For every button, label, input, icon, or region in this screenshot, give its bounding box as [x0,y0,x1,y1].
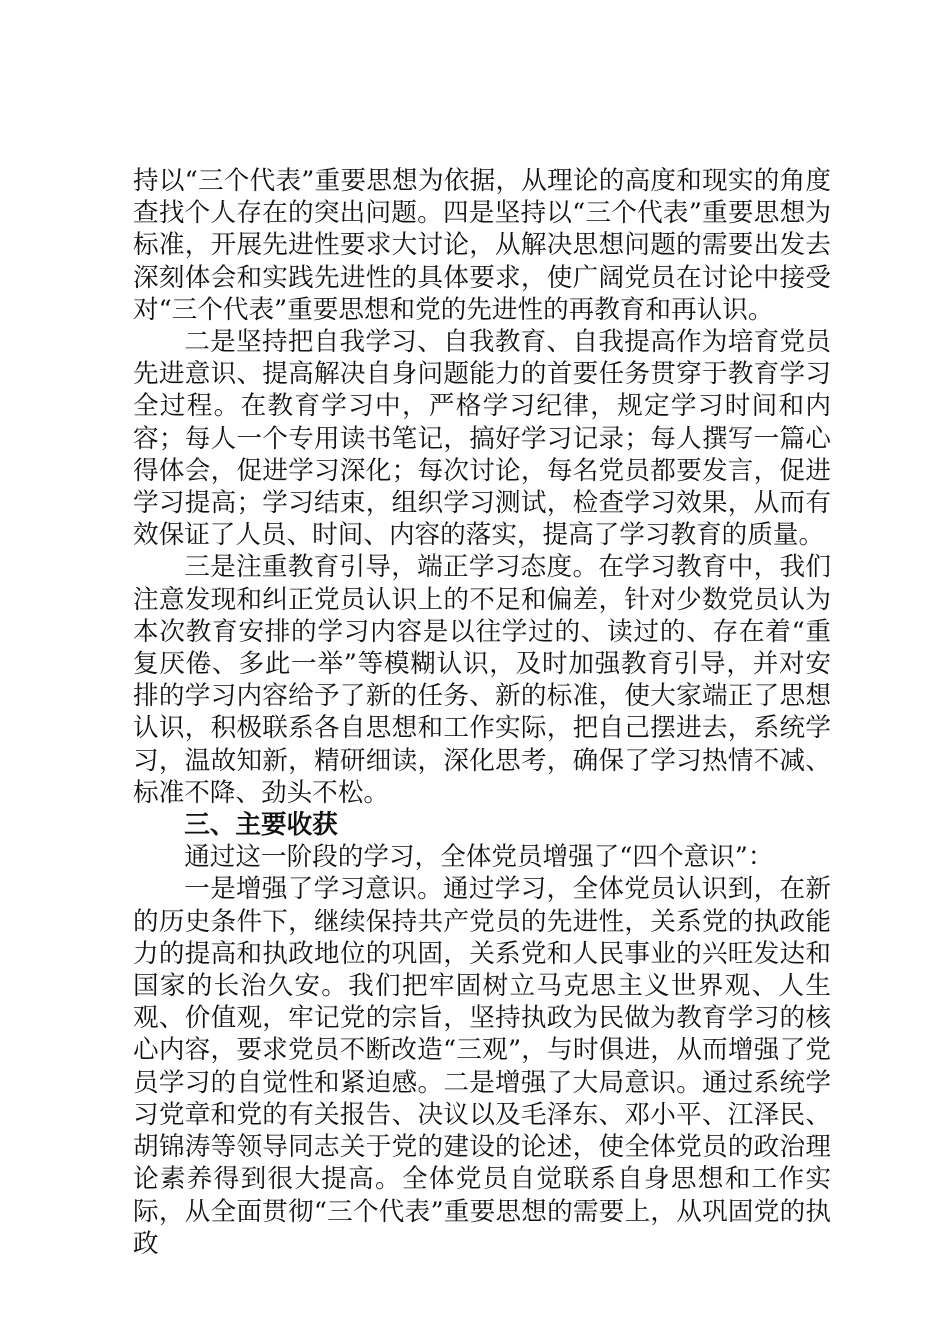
document-body [133,165,831,1260]
paragraph-four-consciousness-intro: 通过这一阶段的学习，全体党员增强了“四个意识”： [184,842,774,873]
section-heading-main-gains: 三、主要收获 [184,810,338,841]
paragraph-education-guidance: 三是注重教育引导，端正学习态度。在学习教育中，我们注意发现和纠正党员认识上的不足和偏差，针对少数党员认为本次教育安排的学习内容是以往学过的、读过的、存在着“重复厌倦、多此一举”等模糊认识，及时加强教育引导，并对安排的学习内容给予了新的任务、新的标准，使大家端正了思想认识，积极联系各自思想和工作实际，把自己摆进去，系统学习，温故知新，精研细读，深化思考，确保了学习热情不减、标准不降、劲头不松。 [133,552,831,808]
paragraph-continued: 持以“三个代表”重要思想为依据，从理论的高度和现实的角度查找个人存在的突出问题。四是坚持以“三个代表”重要思想为标准，开展先进性要求大讨论，从解决思想问题的需要出发去深刻体会和实践先进性的具体要求，使广阔党员在讨论中接受对“三个代表”重要思想和党的先进性的再教育和再认识。 [133,166,831,325]
paragraph-self-study: 二是坚持把自我学习、自我教育、自我提高作为培育党员先进意识、提高解决自身问题能力的首要任务贯穿于教育学习全过程。在教育学习中，严格学习纪律，规定学习时间和内容；每人一个专用读书笔记，搞好学习记录；每人撰写一篇心得体会，促进学习深化；每次讨论，每名党员都要发言，促进学习提高；学习结束，组织学习测试，检查学习效果，从而有效保证了人员、时间、内容的落实，提高了学习教育的质量。 [133,327,831,551]
paragraph-learning-awareness: 一是增强了学习意识。通过学习，全体党员认识到，在新的历史条件下，继续保持共产党员的先进性，关系党的执政能力的提高和执政地位的巩固，关系党和人民事业的兴旺发达和国家的长治久安。我们把牢固树立马克思主义世界观、人生观、价值观，牢记党的宗旨，坚持执政为民做为教育学习的核心内容，要求党员不断改造“三观”，与时俱进，从而增强了党员学习的自觉性和紧迫感。二是增强了大局意识。通过系统学习党章和党的有关报告、决议以及毛泽东、邓小平、江泽民、胡锦涛等领导同志关于党的建设的论述，使全体党员的政治理论素养得到很大提高。全体党员自觉联系自身思想和工作实际，从全面贯彻“三个代表”重要思想的需要上，从巩固党的执政 [133,874,831,1259]
